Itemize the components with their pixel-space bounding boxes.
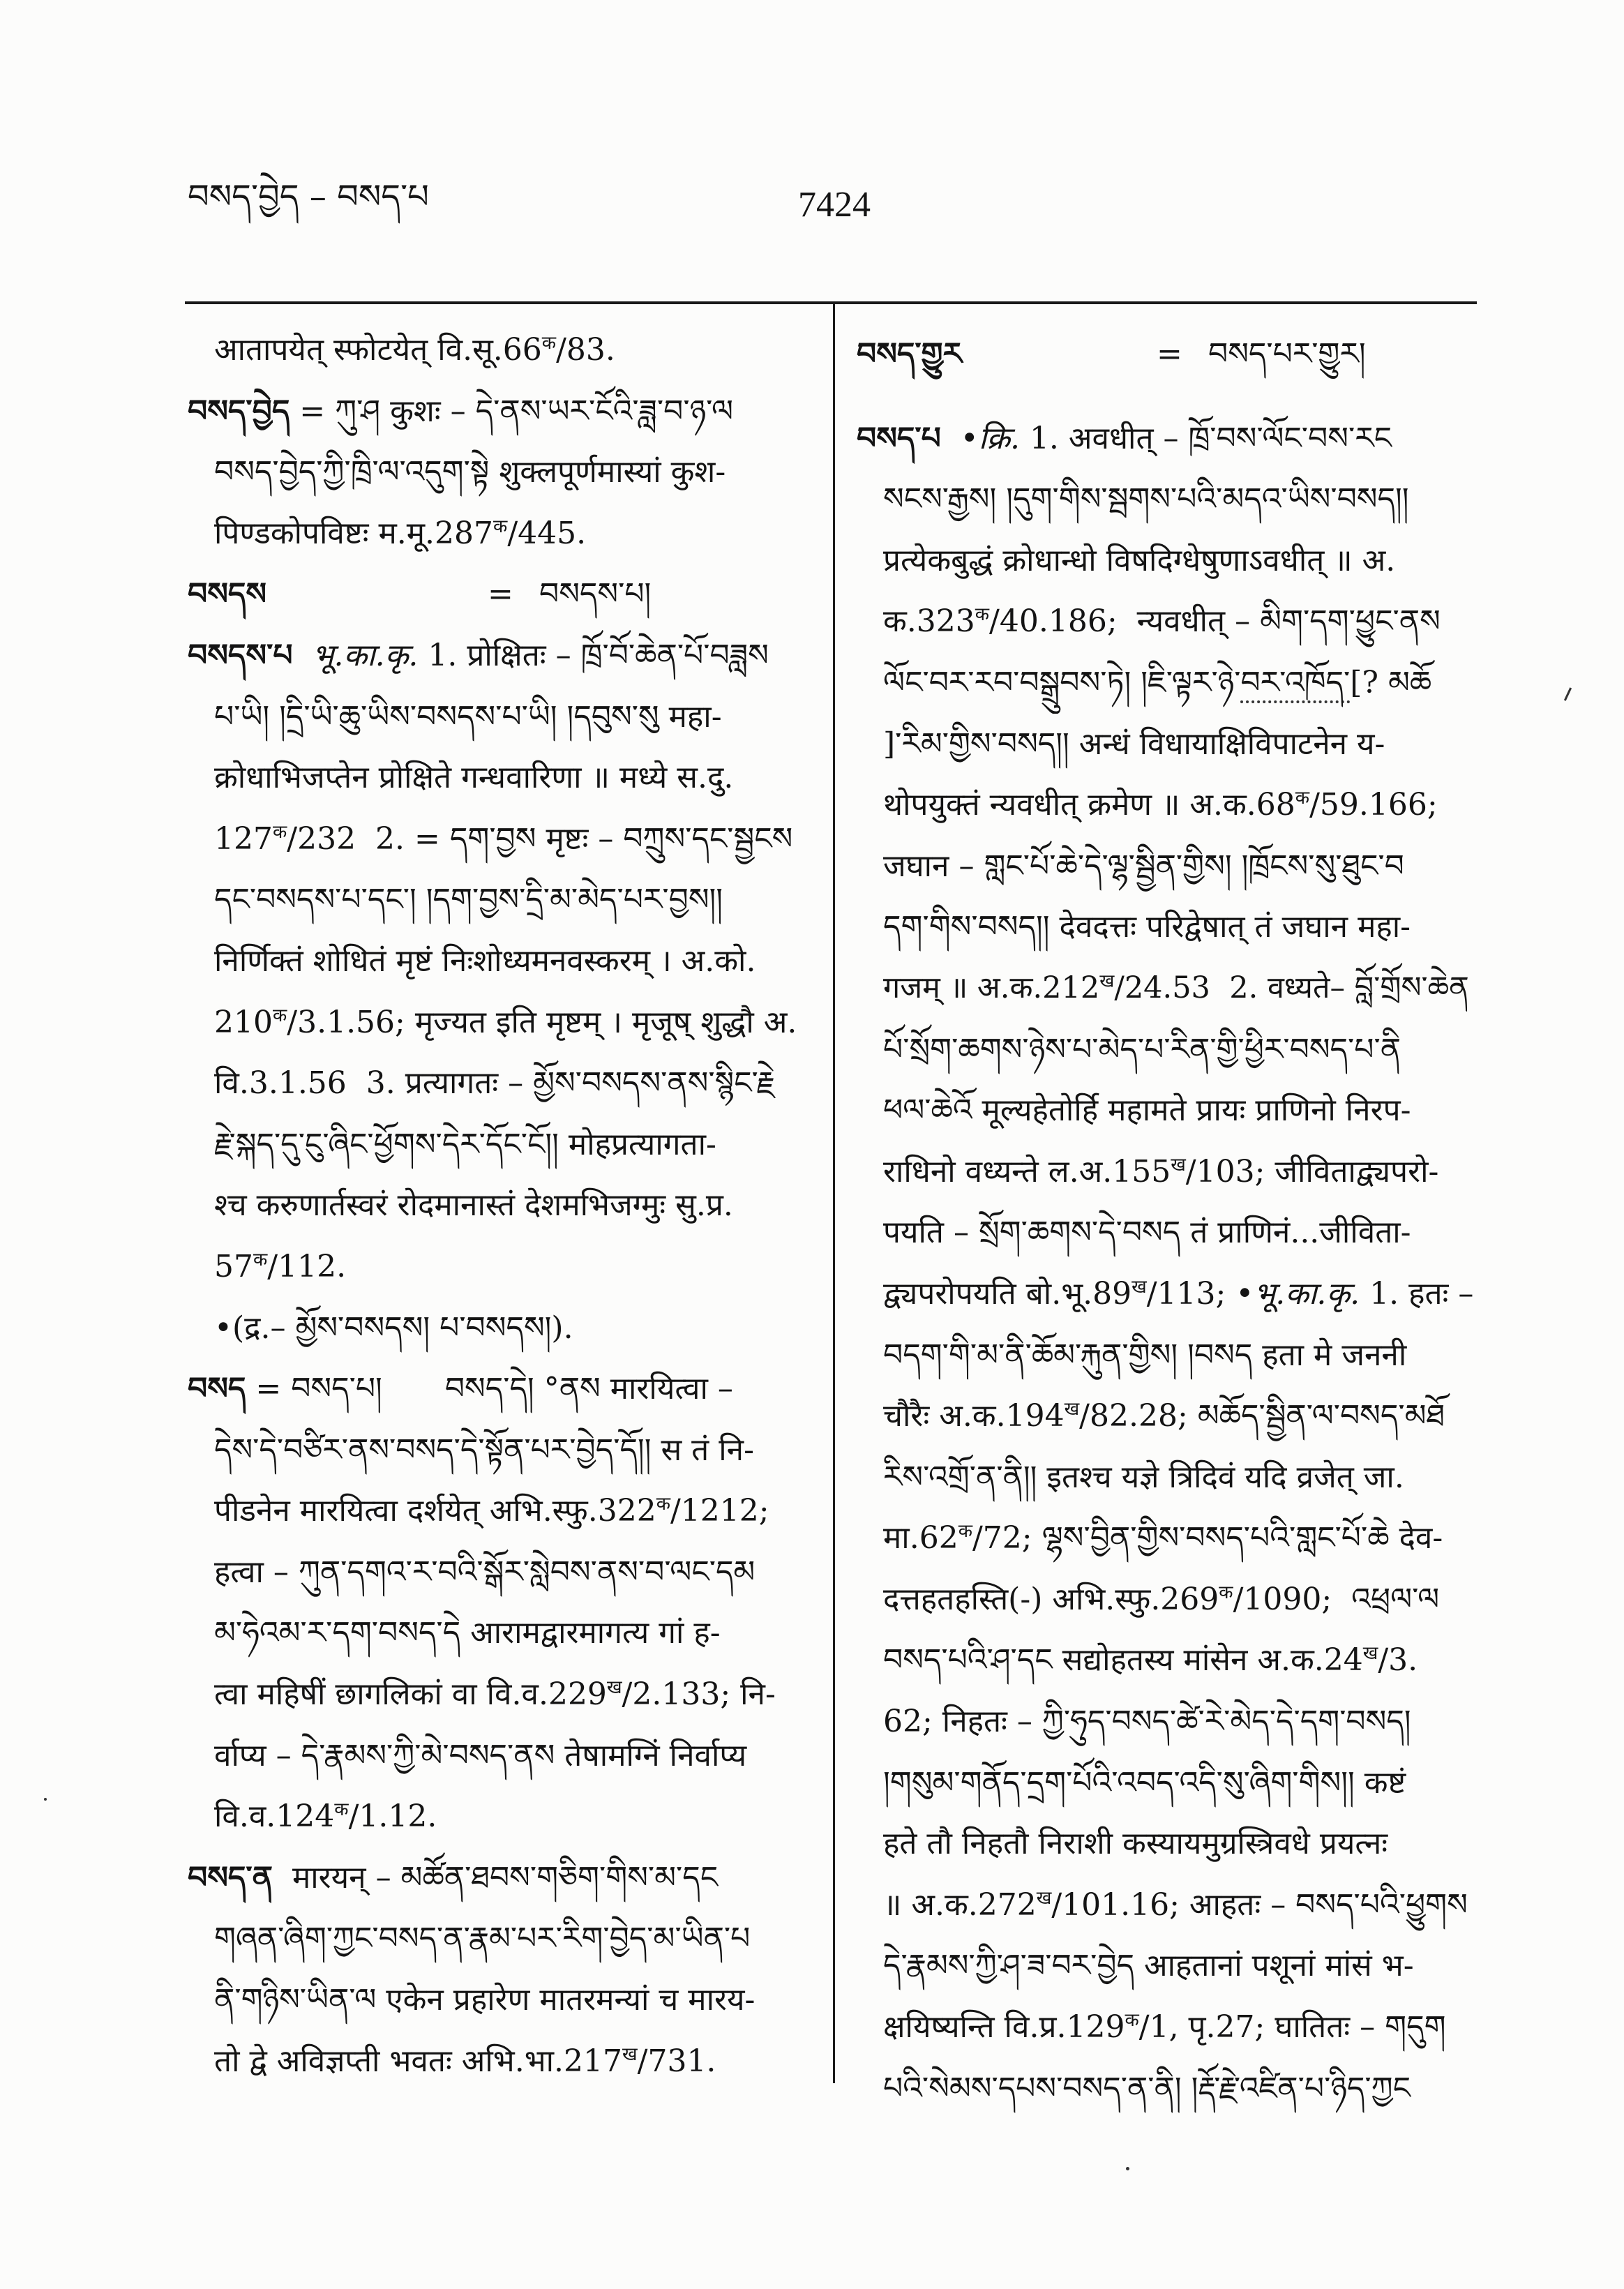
folio-side-superscript: क bbox=[541, 332, 557, 354]
entry-text: पीडनेन मारयित्वा दर्शयेत् अभि.स्फु.322 bbox=[214, 1493, 656, 1529]
equivalent-term: བསདས་པ། bbox=[539, 576, 652, 613]
scan-speck bbox=[1126, 2167, 1129, 2170]
entry-text: •(द्र.– མྱོས་བསདས། པ་བསདས།). bbox=[214, 1309, 573, 1346]
scan-speck bbox=[1564, 687, 1572, 700]
folio-side-superscript: क bbox=[493, 515, 508, 537]
entry-text: गजम् ॥ अ.क.212 bbox=[883, 970, 1100, 1005]
entry-continuation-line bbox=[188, 1053, 805, 1114]
entry-continuation-line bbox=[188, 1114, 805, 1176]
entry-text: /59.166; bbox=[1309, 787, 1438, 823]
entry-text: = ཀུ་ཤ कुशः – དེ་ནས་ཡར་ངོའི་ཟླ་བ་ཉ་ལ bbox=[290, 393, 734, 429]
entry-text: /40.186; न्यवधीत् – མིག་དག་ཕྱུང་ནས bbox=[989, 603, 1441, 640]
entry-continuation-line bbox=[188, 442, 805, 503]
equivalent-term: བསད་པར་གྱུར། bbox=[1208, 336, 1366, 372]
entry-continuation-line bbox=[188, 2031, 805, 2092]
entry-continuation-line bbox=[857, 1508, 1477, 1569]
entry-continuation-line bbox=[188, 1725, 805, 1787]
entry-text: གཞན་ཞིག་ཀྱང་བསད་ན་རྣམ་པར་རིག་བྱེད་མ་ཡིན་པ bbox=[214, 1921, 751, 1957]
folio-side-superscript: ख bbox=[606, 1676, 622, 1699]
grammar-label: भू.का.कृ. bbox=[1254, 1275, 1360, 1312]
entry-text: /101.16; आहतः – བསད་པའི་ཕྱུགས bbox=[1051, 1886, 1468, 1923]
entry-text: བསད་བྱེད་ཀྱི་ཁྲི་ལ་འདུག་སྟེ शुक्लपूर्णमास्यां कुश- bbox=[214, 454, 726, 490]
folio-side-superscript: क bbox=[272, 820, 287, 843]
folio-side-superscript: क bbox=[272, 1004, 287, 1026]
entry-continuation-line bbox=[857, 774, 1477, 836]
entry-continuation-line bbox=[857, 714, 1477, 775]
entry-text: ]་རིམ་གྱིས་བསད།། अन्धं विधायाक्षिविपाटनेन य- bbox=[883, 726, 1385, 762]
entry-text: པོ་སྲོག་ཆགས་ཉེས་པ་མེད་པ་རིན་གྱི་ཕྱིར་བསད་པ་ནི bbox=[883, 1031, 1401, 1067]
entry-text: པའི་སེམས་དཔས་བསད་ན་ནི། །རྡོ་རྗེ་འཛིན་པ་ཉིད་ཀྱང bbox=[883, 2070, 1411, 2106]
entry-text: ॥ अ.क.272 bbox=[883, 1886, 1037, 1923]
header-rule bbox=[185, 301, 1477, 304]
folio-side-superscript: क bbox=[253, 1249, 268, 1271]
equals-sign: = bbox=[488, 576, 513, 613]
folio-side-superscript: क bbox=[1219, 1582, 1233, 1604]
entry-continuation-line bbox=[188, 1236, 805, 1298]
entry-continuation-line bbox=[857, 1325, 1477, 1386]
entry-text: /1, पृ.27; घातितः – གདུག bbox=[1138, 2009, 1446, 2046]
entry-continuation-line bbox=[188, 809, 805, 870]
entry-continuation-line bbox=[857, 1875, 1477, 1936]
entry-continuation-line bbox=[857, 2058, 1477, 2119]
column-divider bbox=[833, 303, 835, 2083]
entry-text: /1212; bbox=[670, 1493, 769, 1529]
entry-text: རྗེ་སྐད་དུ་ངུ་ཞིང་ཕྱོགས་དེར་དོང་ངོ།། मोहप्रत्यागता- bbox=[214, 1126, 716, 1162]
entry-continuation-line bbox=[188, 1480, 805, 1542]
entry-text: वि.व.124 bbox=[214, 1799, 335, 1835]
uncertain-reading: བར་འཁོད་ bbox=[1240, 665, 1350, 703]
entry-text: °ནས मारयित्वा – bbox=[534, 1371, 733, 1407]
right-column bbox=[857, 324, 1477, 2138]
entry-continuation-line bbox=[188, 1542, 805, 1603]
entry-continuation-line bbox=[188, 686, 805, 748]
entry-text: त्वा महिषीं छागलिकां वा वि.व.229 bbox=[214, 1676, 607, 1713]
entry-text: །གསུམ་གནོད་དྲག་པོའི་འབད་འདི་སུ་ཞིག་གིས།། कष्टं bbox=[883, 1764, 1406, 1801]
entry-text: ཕལ་ཆེའོ मूल्यहेतोर्हि महामते प्रायः प्राणिनो निरप- bbox=[883, 1093, 1411, 1129]
entry-continuation-line bbox=[857, 469, 1477, 530]
entry-text: 1. हतः – bbox=[1360, 1275, 1474, 1312]
entry-text: ལོང་བར་རབ་བསྒྲུབས་ཏེ། །ཇི་ལྟར་ཉེ་ bbox=[883, 664, 1241, 700]
entry-text: दत्तहतहस्ति(-) अभि.स्फु.269 bbox=[883, 1581, 1219, 1617]
entry-continuation-line bbox=[857, 1263, 1477, 1325]
entry-text: [? མཆོ bbox=[1350, 664, 1432, 700]
entry-continuation-line bbox=[857, 1447, 1477, 1508]
entry-continuation-line bbox=[857, 836, 1477, 897]
headword: བསདས་པ bbox=[188, 637, 293, 673]
entry-text: 210 bbox=[214, 1004, 273, 1040]
entry-text: /232 2. = དག་བྱས मृष्टः – བཀྲུས་དང་སྦྱངས bbox=[287, 820, 793, 857]
entry-text: དང་བསདས་པ་དང་། །དག་བྱས་དྲི་མ་མེད་པར་བྱས།། bbox=[214, 882, 723, 918]
entry-text: བདག་གི་མ་ནི་ཆོམ་རྐུན་གྱིས། །བསད हता मे जननी bbox=[883, 1337, 1407, 1373]
entry-text: मारयन् – མཚོན་ཐབས་གཅིག་གིས་མ་དང bbox=[272, 1859, 719, 1896]
grammar-label: क्रि. bbox=[978, 420, 1020, 456]
entry-text: पिण्डकोपविष्टः म.मू.287 bbox=[214, 515, 494, 551]
entry-text: • bbox=[940, 420, 979, 456]
entry-continuation-line bbox=[857, 1019, 1477, 1081]
left-column bbox=[188, 320, 805, 2106]
subentry-form: བསད་དེ། bbox=[444, 1371, 534, 1407]
entry-text: /82.28; མཆོད་སྦྱིན་ལ་བསད་མཐོ bbox=[1079, 1398, 1445, 1434]
entry-text: /24.53 2. वध्यते– བློ་གྲོས་ཆེན bbox=[1114, 970, 1469, 1005]
entry-text: 127 bbox=[214, 820, 273, 857]
equals-sign: = bbox=[1157, 336, 1182, 372]
entry-continuation-line bbox=[188, 1969, 805, 2031]
entry-continuation-line bbox=[188, 320, 805, 381]
headword: བསད་གྱུར bbox=[857, 336, 963, 372]
entry-text: क्रोधाभिजप्तेन प्रोक्षिते गन्धवारिणा ॥ मध्ये स.दु. bbox=[214, 760, 734, 796]
entry-text: चौरैः अ.क.194 bbox=[883, 1398, 1065, 1434]
entry-continuation-line bbox=[188, 1786, 805, 1847]
entry-text: तो द्वे अविज्ञप्ती भवतः अभि.भा.217 bbox=[214, 2043, 623, 2079]
folio-side-superscript: ख bbox=[1362, 1642, 1378, 1665]
entry-continuation-line bbox=[188, 1298, 805, 1359]
entry-text: 1. प्रोक्षितः – ཁྲོ་བོ་ཆེན་པོ་བཟླས bbox=[418, 637, 769, 673]
headword: བསད་པ bbox=[857, 420, 941, 456]
entry-text: /1090; འཕྲལ་ལ bbox=[1233, 1581, 1440, 1617]
entry-first-line bbox=[188, 1358, 805, 1420]
entry-text: श्च करुणार्तस्वरं रोदमानास्तं देशमभिजग्मुः सु.प्र. bbox=[214, 1187, 733, 1224]
entry-continuation-line bbox=[857, 1202, 1477, 1263]
entry-continuation-line bbox=[857, 1630, 1477, 1691]
entry-continuation-line bbox=[857, 1813, 1477, 1875]
folio-side-superscript: ख bbox=[1036, 1887, 1052, 1909]
entry-text: 62; निहतः – ཀྱི་ཧུད་བསད་ཚེ་རེ་མེད་དེ་དག་བསད། bbox=[883, 1704, 1411, 1740]
folio-side-superscript: क bbox=[975, 603, 990, 626]
entry-continuation-line bbox=[188, 1908, 805, 1969]
entry-first-line bbox=[857, 324, 1477, 385]
headword: བསད bbox=[188, 1371, 246, 1407]
entry-continuation-line bbox=[857, 1691, 1477, 1753]
entry-text: वि.3.1.56 3. प्रत्यागतः – མྱོས་བསདས་ནས་སྙིང་རྗེ bbox=[214, 1065, 776, 1102]
folio-side-superscript: ख bbox=[622, 2043, 638, 2065]
headword: བསད་ན bbox=[188, 1859, 273, 1896]
entry-text: क.323 bbox=[883, 603, 975, 640]
entry-text: राधिनो वध्यन्ते ल.अ.155 bbox=[883, 1153, 1171, 1189]
folio-side-superscript: क bbox=[334, 1799, 349, 1821]
entry-text: आतापयेत् स्फोटयेत् वि.सू.66 bbox=[214, 332, 542, 368]
entry-continuation-line bbox=[857, 896, 1477, 958]
entry-first-line bbox=[857, 408, 1477, 470]
entry-continuation-line bbox=[857, 1386, 1477, 1447]
entry-text: དེས་དེ་བཙིར་ནས་བསད་དེ་སྟོན་པར་བྱེད་དོ།། स तं नि- bbox=[214, 1432, 754, 1468]
entry-first-line bbox=[188, 564, 805, 625]
folio-side-superscript: ख bbox=[1171, 1153, 1186, 1176]
entry-continuation-line bbox=[188, 503, 805, 564]
entry-text: निर्णिक्तं शोधितं मृष्टं निःशोध्यमनवस्करम् । अ.को. bbox=[214, 943, 756, 979]
entry-continuation-line bbox=[188, 1175, 805, 1236]
folio-side-superscript: ख bbox=[1064, 1398, 1080, 1420]
entry-text: /3.1.56; मृज्यत इति मृष्टम् । मृजूष् शुद्धौ अ. bbox=[287, 1004, 797, 1040]
folio-side-superscript: क bbox=[1125, 2009, 1139, 2032]
entry-text: དེ་རྣམས་ཀྱི་ཤ་ཟ་བར་བྱེད आहतानां पशूनां मांसं भ- bbox=[883, 1948, 1414, 1984]
entry-text: བསད་པའི་ཤ་དང सद्योहतस्य मांसेन अ.क.24 bbox=[883, 1642, 1363, 1679]
entry-continuation-line bbox=[188, 992, 805, 1053]
entry-continuation-line bbox=[857, 1569, 1477, 1630]
entry-continuation-line bbox=[857, 1141, 1477, 1203]
entry-text: /445. bbox=[507, 515, 587, 551]
entry-text: 57 bbox=[214, 1248, 253, 1284]
scan-speck bbox=[44, 1798, 47, 1801]
entry-text: पयति – སྲོག་ཆགས་དེ་བསད तं प्राणिनं...जीविता- bbox=[883, 1215, 1411, 1251]
entry-text: རིས་འགྲོ་ན་ནི།། इतश्च यज्ञे त्रिदिवं यदि व्रजेत् जा. bbox=[883, 1459, 1404, 1495]
entry-text: 1. अवधीत् – ཁྲོ་བས་ལོང་བས་རང bbox=[1019, 420, 1392, 456]
entry-text: क्षयिष्यन्ति वि.प्र.129 bbox=[883, 2009, 1125, 2046]
entry-text: /103; जीविताद्व्यपरो- bbox=[1185, 1153, 1439, 1189]
entry-continuation-line bbox=[857, 652, 1477, 714]
grammar-label: भू.का.कृ. bbox=[312, 637, 419, 673]
entry-continuation-line bbox=[188, 931, 805, 992]
entry-first-line bbox=[188, 1847, 805, 1909]
entry-text: थोपयुक्तं न्यवधीत् क्रमेण ॥ अ.क.68 bbox=[883, 787, 1295, 823]
entry-text: /731. bbox=[637, 2043, 716, 2079]
entry-continuation-line bbox=[857, 958, 1477, 1019]
entry-continuation-line bbox=[857, 1753, 1477, 1814]
entry-text: मा.62 bbox=[883, 1520, 958, 1556]
entry-text: /112. bbox=[267, 1248, 347, 1284]
entry-text: /1.12. bbox=[348, 1799, 437, 1835]
entry-text: ནི་གཉིས་ཡིན་ལ एकेन प्रहारेण मातरमन्यां च मारय- bbox=[214, 1982, 755, 2018]
folio-side-superscript: ख bbox=[1131, 1276, 1147, 1298]
entry-text: /83. bbox=[556, 332, 615, 368]
entry-text: हत्वा – ཀུན་དགའ་ར་བའི་སྒོར་སླེབས་ནས་བ་ལང་དམ bbox=[214, 1554, 755, 1590]
entry-continuation-line bbox=[188, 747, 805, 809]
entry-continuation-line bbox=[188, 1420, 805, 1481]
entry-first-line bbox=[188, 625, 805, 686]
entry-text: དག་གིས་བསད།། देवदत्तः परिद्वेषात् तं जघान महा- bbox=[883, 909, 1411, 945]
folio-side-superscript: क bbox=[1295, 787, 1310, 809]
entry-text: प्रत्येकबुद्धं क्रोधान्धो विषदिग्धेषुणाऽवधीत् ॥ अ. bbox=[883, 542, 1396, 578]
folio-side-superscript: क bbox=[958, 1520, 972, 1543]
entry-continuation-line bbox=[857, 1080, 1477, 1141]
entry-text: जघान – གླང་པོ་ཆེ་དེ་ལྷ་སྦྱིན་གྱིས། །ཁྲོངས་སུ་ཐུང་བ bbox=[883, 848, 1404, 884]
entry-text: /3. bbox=[1378, 1642, 1418, 1679]
folio-side-superscript: ख bbox=[1099, 970, 1115, 992]
headword: བསད་བྱེད bbox=[188, 393, 290, 429]
headword: བསདས bbox=[188, 576, 267, 613]
entry-first-line bbox=[188, 381, 805, 442]
entry-text: द्व्यपरोपयति बो.भू.89 bbox=[883, 1275, 1132, 1312]
entry-text bbox=[293, 638, 313, 673]
entry-text: /2.133; नि- bbox=[622, 1676, 776, 1713]
entry-continuation-line bbox=[857, 1997, 1477, 2058]
page-number: 7424 bbox=[798, 185, 871, 225]
entry-continuation-line bbox=[857, 530, 1477, 592]
folio-side-superscript: क bbox=[656, 1493, 670, 1515]
entry-text: མ་ཧེའམ་ར་དག་བསད་དེ आरामद्वारमागत्य गां ह- bbox=[214, 1615, 721, 1651]
entry-text: སངས་རྒྱས། །དུག་གིས་སྦགས་པའི་མདའ་ཡིས་བསད།། bbox=[883, 481, 1409, 518]
entry-continuation-line bbox=[188, 1664, 805, 1725]
entry-continuation-line bbox=[857, 591, 1477, 652]
running-head: བསད་བྱེད – བསད་པ bbox=[188, 177, 429, 216]
entry-text: हते तौ निहतौ निराशी कस्यायमुग्रस्त्रिवधे प्रयत्नः bbox=[883, 1826, 1388, 1862]
entry-text: = བསད་པ། bbox=[246, 1371, 382, 1407]
entry-text: /72; ལྷས་བྱིན་གྱིས་བསད་པའི་གླང་པོ་ཆེ देव- bbox=[972, 1520, 1443, 1556]
entry-continuation-line bbox=[188, 1603, 805, 1664]
entry-continuation-line bbox=[857, 1935, 1477, 1997]
entry-text: र्वाप्य – དེ་རྣམས་ཀྱི་མེ་བསད་ནས तेषामग्निं निर्वाप्य bbox=[214, 1737, 747, 1773]
entry-text: /113; • bbox=[1146, 1275, 1254, 1312]
entry-continuation-line bbox=[188, 869, 805, 931]
entry-text: པ་ཡི། །དྲི་ཡི་ཆུ་ཡིས་བསདས་པ་ཡི། །དབུས་སུ महा- bbox=[214, 698, 722, 735]
